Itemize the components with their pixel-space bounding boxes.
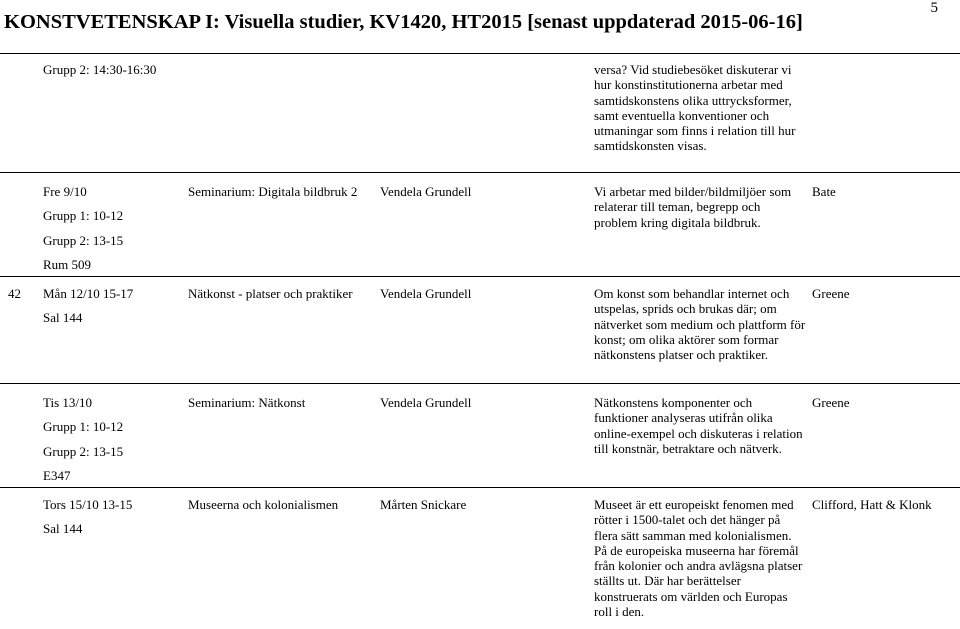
date-line: Fre 9/10 <box>43 184 87 199</box>
topic-cell: Seminarium: Nätkonst <box>188 395 306 410</box>
date-line: Grupp 1: 10-12 <box>43 208 124 224</box>
teacher-cell: Mårten Snickare <box>380 497 467 512</box>
topic-cell: Museerna och kolonialismen <box>188 497 339 512</box>
topic-cell: Nätkonst - platser och praktiker <box>188 286 353 301</box>
date-cell <box>43 286 133 326</box>
description-cell: Nätkonstens komponenter och funktioner analyseras utifrån olika online-exempel och diskuteras i relation till konstnär, betraktare och nätverk. <box>594 395 803 456</box>
date-line: Tors 15/10 13-15 <box>43 497 133 512</box>
page-title: KONSTVETENSKAP I: Visuella studier, KV1420, HT2015 [senast uppdaterad 2015-06-16] <box>4 11 803 33</box>
literature-cell: Greene <box>812 286 850 301</box>
row-divider <box>0 383 960 384</box>
date-line: Grupp 2: 13-15 <box>43 232 124 248</box>
literature-cell: Clifford, Hatt & Klonk <box>812 497 932 512</box>
description-cell: Om konst som behandlar internet och utspelas, sprids och brukas där; om nätverket som medium och plattform för konst; om olika aktörer som formar nätkonstens platser och praktiker. <box>594 286 806 363</box>
row-divider <box>0 172 960 173</box>
date-line: Sal 144 <box>43 521 83 537</box>
description-cell: versa? Vid studiebesöket diskuterar vi hur konstinstitutionerna arbetar med samtidskonstens olika uttrycksformer, samt eventuella konventioner och utmaningar som finns i relation till hur samtidskonsten visas. <box>594 62 796 154</box>
week-cell: 42 <box>8 286 21 301</box>
description-cell: Vi arbetar med bilder/bildmiljöer som relaterar till teman, begrepp och problem kring digitala bildbruk. <box>594 184 792 230</box>
date-cell <box>43 184 123 272</box>
page-number: 5 <box>930 0 938 16</box>
date-line: Rum 509 <box>43 256 92 272</box>
literature-cell: Bate <box>812 184 836 199</box>
description-cell: Museet är ett europeiskt fenomen med rötter i 1500-talet och det hänger på flera sätt samman med kolonialismen. På de europeiska museerna har föremål från kolonier och andra avlägsna platser ställts ut. Där har berättelser konstruerats om världen och Europas roll i den. <box>594 497 803 620</box>
topic-cell: Seminarium: Digitala bildbruk 2 <box>188 184 358 199</box>
date-line: Grupp 2: 13-15 <box>43 443 124 459</box>
teacher-cell: Vendela Grundell <box>380 184 472 199</box>
date-line: Grupp 1: 10-12 <box>43 419 124 435</box>
teacher-cell: Vendela Grundell <box>380 395 472 410</box>
date-line: Tis 13/10 <box>43 395 93 410</box>
date-line: Mån 12/10 15-17 <box>43 286 134 301</box>
date-cell <box>43 62 156 77</box>
row-divider <box>0 487 960 488</box>
date-cell <box>43 395 123 483</box>
row-divider <box>0 276 960 277</box>
date-line: E347 <box>43 467 71 483</box>
date-line: Sal 144 <box>43 310 83 326</box>
date-cell <box>43 497 132 537</box>
teacher-cell: Vendela Grundell <box>380 286 472 301</box>
literature-cell: Greene <box>812 395 850 410</box>
date-line: Grupp 2: 14:30-16:30 <box>43 62 157 77</box>
header-rule <box>0 53 960 54</box>
